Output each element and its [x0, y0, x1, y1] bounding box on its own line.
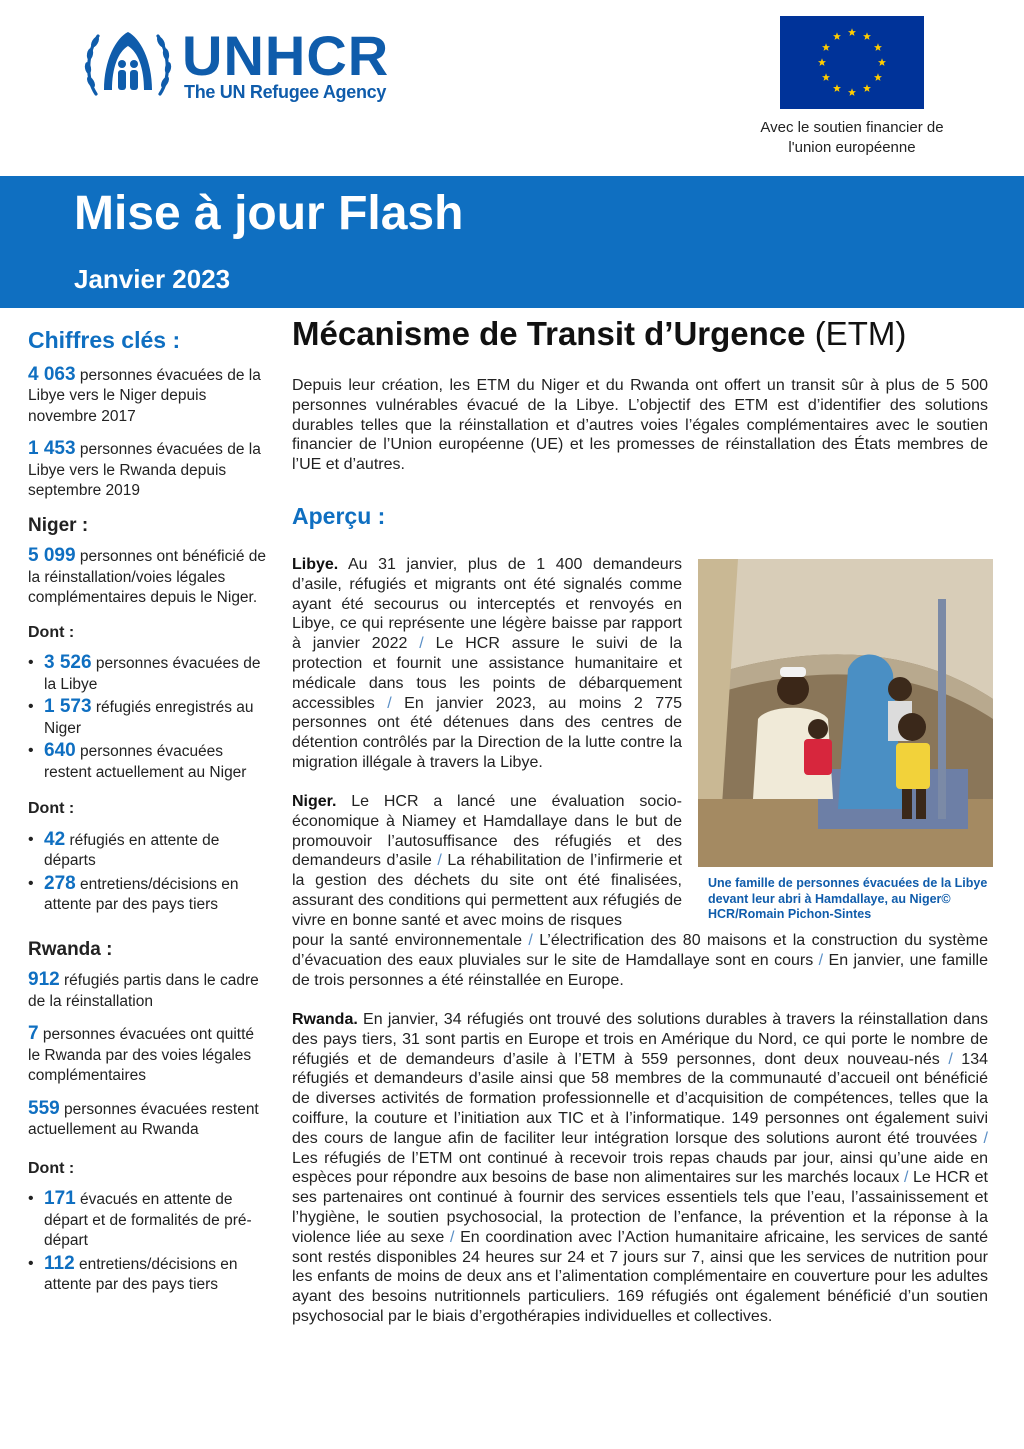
main-column	[292, 314, 988, 530]
stat-text: évacués en attente de départ et de formalités de pré-départ	[44, 1191, 252, 1249]
stat-item	[28, 439, 268, 502]
stat-number: 1 573	[44, 696, 92, 717]
separator: /	[528, 932, 533, 949]
rwanda-text: Les réfugiés de l’ETM ont continué à recevoir trois repas chauds par jour, ainsi qu’une aide en espèces pour répondre aux besoins de base non alimentaires sur les marchés locaux	[292, 1149, 988, 1187]
list-item	[28, 1254, 268, 1296]
stat-item	[28, 365, 268, 428]
stat-text: réfugiés enregistrés au Niger	[44, 699, 254, 737]
stat-text: réfugiés en attente de départs	[44, 831, 220, 869]
stat-number: 640	[44, 740, 76, 761]
list-item	[28, 653, 268, 695]
niger-text: La réhabilitation de l’infirmerie et la gestion des déchets du site ont été finalisées, assurant des conditions qui permettent aux réfugiés de vivre en bonne santé et avec moins de risques	[292, 852, 682, 929]
rwanda-heading: Rwanda :	[28, 938, 113, 960]
rwanda-text: En coordination avec l’Action humanitaire africaine, les services de santé sont restés disponibles 24 heures sur 24 et 7 jours sur 7, ainsi que les services de nutrition pour les enfants de moins de deux ans et l’alimentation complémentaire en couverture pour les adultes ayant des besoins nutritionnels particuliers. 169 réfugiés ont également bénéficié d’un soutien psychosocial par le biais d’ergothérapies individuelles et collectives.	[292, 1228, 988, 1325]
niger-text: Le HCR a lancé une évaluation socio-économique à Niamey et Hamdallaye dans le but de promouvoir l’autosuffisance des réfugiés et des demandeurs d’asile	[292, 793, 682, 870]
niger-label: Niger.	[292, 793, 337, 810]
stat-number: 42	[44, 828, 66, 850]
niger-text: L’électrification des 80 maisons et la construction du système d’évacuation des eaux pluviales sur le site de Hamdallaye sont en cours	[292, 932, 988, 969]
logo-tagline: The UN Refugee Agency	[184, 82, 387, 102]
separator: /	[903, 1169, 909, 1187]
rwanda-text: En janvier, 34 réfugiés ont trouvé des solutions durables à travers la réinstallation dans des pays tiers, 31 sont partis en Europe et trois en Amérique du Nord, ce qui porte le nombre de réfugiés et de demandeurs d’asile à l’ETM à 559 personnes, dont deux nouveau-nés	[292, 1011, 988, 1068]
apercu-heading: Aperçu :	[292, 502, 386, 529]
separator: /	[818, 951, 824, 969]
separator: /	[387, 694, 392, 712]
niger-text: En janvier, une famille de trois personnes a été réinstallée en Europe.	[292, 951, 988, 989]
stat-number: 4 063	[28, 363, 76, 385]
rwanda-paragraph	[292, 1010, 988, 1327]
stat-number: 7	[28, 1023, 39, 1044]
separator: /	[437, 852, 442, 870]
separator: /	[983, 1129, 988, 1147]
list-item	[28, 741, 268, 783]
stat-text: personnes évacuées ont quitté le Rwanda par des voies légales complémentaires	[28, 1026, 255, 1084]
niger-list-2	[28, 830, 268, 916]
unhcr-logo	[82, 22, 438, 112]
libye-label: Libye.	[292, 556, 339, 573]
key-figures-heading: Chiffres clés :	[28, 327, 181, 353]
niger-text: pour la santé environnementale	[292, 932, 529, 949]
stat-text: entretiens/décisions en attente par des pays tiers	[44, 875, 239, 913]
eu-flag-icon	[780, 16, 924, 109]
stat-item	[28, 1099, 268, 1141]
key-figures-sidebar	[28, 327, 268, 1298]
stat-item	[28, 1024, 268, 1087]
rwanda-text: 134 réfugiés et demandeurs d’asile ainsi que 58 membres de la communauté d’accueil ont bénéficié de diverses activités de formation professionnelle et d’acquisition de compétences, telles que la coiffure, la couture et l’initiation aux TIC et à l’informatique. 149 personnes ont également suivi des cours de langue afin de faciliter leur intégration lorsque des solutions auront été trouvées	[292, 1050, 989, 1147]
page-date: Janvier 2023	[74, 264, 231, 294]
stat-text: personnes évacuées de la Libye vers le Rwanda depuis septembre 2019	[28, 441, 261, 499]
stat-number: 3 526	[44, 652, 92, 673]
separator: /	[419, 635, 424, 653]
rwanda-list	[28, 1189, 268, 1296]
libye-paragraph	[292, 555, 682, 773]
stat-number: 112	[44, 1252, 75, 1274]
niger-heading: Niger :	[28, 514, 89, 536]
page-title: Mise à jour Flash	[74, 187, 464, 240]
niger-dont-label-1: Dont :	[28, 623, 75, 641]
eu-caption	[730, 118, 974, 158]
title-banner	[0, 176, 1024, 308]
intro-paragraph: Depuis leur création, les ETM du Niger et du Rwanda ont offert un transit sûr à plus de 5 500 personnes vulnérables évacué de la Libye. L’objectif des ETM est d’identifier des solutions durables telles que la réinstallation et d’autres voies l’égales complémentaires avec le soutien financier de l’Union européenne (UE) et les promesses de réinstallation des États membres de l’UE et d’autres.	[292, 377, 988, 474]
stat-number: 559	[28, 1097, 60, 1119]
stat-number: 1 453	[28, 438, 76, 459]
stat-text: personnes évacuées de la Libye	[44, 655, 261, 693]
stat-number: 278	[44, 872, 76, 894]
rwanda-dont-label: Dont :	[28, 1159, 75, 1177]
separator: /	[948, 1050, 953, 1068]
list-item	[28, 830, 268, 872]
family-photo	[698, 559, 993, 867]
stat-number: 171	[44, 1188, 76, 1209]
niger-paragraph	[292, 792, 682, 931]
stat-text: personnes ont bénéficié de la réinstallation/voies légales complémentaires depuis le Niger.	[28, 548, 266, 606]
stat-text: réfugiés partis dans le cadre de la réinstallation	[28, 972, 259, 1010]
eu-caption-line1: Avec le soutien financier de	[760, 119, 944, 136]
stat-item	[28, 546, 268, 609]
rwanda-label: Rwanda.	[292, 1011, 358, 1028]
stat-text: personnes évacuées de la Libye vers le Niger depuis novembre 2017	[28, 366, 261, 425]
stat-text: personnes évacuées restent actuellement au Niger	[44, 743, 247, 781]
niger-list-1	[28, 653, 268, 783]
unhcr-emblem-icon	[82, 24, 174, 104]
libye-text: Le HCR assure le suivi de la protection et fournit une assistance humanitaire et médicale dans tous les points de débarquement accessibles	[292, 635, 683, 712]
libye-text: En janvier 2023, au moins 2 775 personnes ont été détenues dans des centres de détention contrôlés par la Direction de la lutte contre la migration illégale à travers la Libye.	[292, 694, 682, 771]
main-heading-abbr: (ETM)	[814, 315, 907, 352]
libye-text: Au 31 janvier, plus de 1 400 demandeurs d’asile, réfugiés et migrants ont été signalés comme ayant été secourus ou interceptés et renvoyés en Libye, ce qui représente une légère baisse par rapport à janvier 2022	[292, 556, 682, 653]
rwanda-text: Le HCR et ses partenaires ont continué à fournir des services essentiels tels que l’eau, l’assainissement et l’hygiène, le soutien psychosocial, la protection de l’enfance, la prévention et la réponse à la violence liée au sexe	[292, 1169, 989, 1246]
stat-text: entretiens/décisions en attente par des pays tiers	[44, 1255, 238, 1293]
niger-paragraph-continued	[292, 931, 988, 990]
niger-dont-label-2: Dont :	[28, 800, 75, 817]
logo-wordmark: UNHCR	[182, 24, 390, 87]
stat-item	[28, 970, 268, 1012]
list-item	[28, 697, 268, 739]
stat-number: 5 099	[28, 545, 76, 566]
main-heading-text: Mécanisme de Transit d’Urgence	[292, 315, 806, 352]
separator: /	[449, 1228, 455, 1246]
main-heading	[292, 314, 988, 354]
list-item	[28, 1189, 268, 1252]
photo-caption: Une famille de personnes évacuées de la Libye devant leur abri à Hamdallaye, au Niger© HCR/Romain Pichon-Sintes	[708, 876, 988, 921]
list-item	[28, 874, 268, 916]
eu-caption-line2: l'union européenne	[788, 139, 916, 156]
stat-text: personnes évacuées restent actuellement au Rwanda	[28, 1100, 259, 1138]
stat-number: 912	[28, 969, 60, 990]
